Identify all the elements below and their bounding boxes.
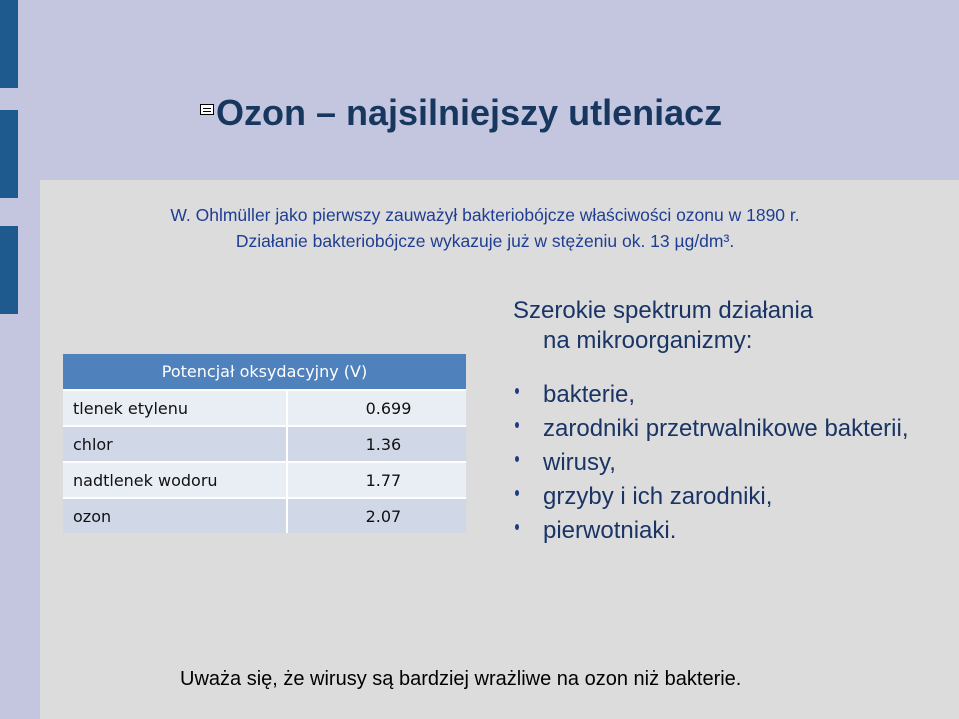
table-header: Potencjał oksydacyjny (V) (63, 354, 466, 390)
list-item-text: zarodniki przetrwalnikowe bakterii, (543, 415, 909, 442)
list-item (513, 380, 953, 410)
table-cell-name: tlenek etylenu (63, 390, 287, 426)
table-cell-value: 1.36 (287, 426, 466, 462)
slide-title-text: Ozon – najsilniejszy utleniacz (216, 92, 723, 133)
table-row (63, 390, 466, 426)
footer-note: Uważa się, że wirusy są bardziej wrażliwe na ozon niż bakterie. (180, 668, 742, 690)
list-item-text: pierwotniaki. (543, 517, 677, 544)
list-item-text: grzyby i ich zarodniki, (543, 483, 773, 510)
list-item-text: wirusy, (543, 449, 616, 476)
spectrum-heading-line-2: na mikroorganizmy: (543, 327, 753, 354)
table-cell-value: 2.07 (287, 498, 466, 533)
microorganism-list (513, 380, 953, 546)
intro-text (60, 202, 910, 254)
spectrum-section (513, 296, 953, 550)
table-cell-name: nadtlenek wodoru (63, 462, 287, 498)
oxidation-potential-table (63, 354, 466, 533)
slide-title (200, 92, 722, 134)
intro-line-2: Działanie bakteriobójcze wykazuje już w stężeniu ok. 13 µg/dm³. (235, 231, 735, 251)
bullet-icon (515, 388, 519, 394)
table-row (63, 462, 466, 498)
table-row (63, 498, 466, 533)
table-cell-name: ozon (63, 498, 287, 533)
table-cell-value: 1.77 (287, 462, 466, 498)
table-cell-value: 0.699 (287, 390, 466, 426)
note-icon (200, 104, 214, 115)
bullet-icon (515, 524, 519, 530)
intro-line-1: W. Ohlmüller jako pierwszy zauważył bakteriobójcze właściwości ozonu w 1890 r. (170, 205, 800, 225)
table-cell-name: chlor (63, 426, 287, 462)
bullet-icon (515, 422, 519, 428)
list-item-text: bakterie, (543, 381, 636, 408)
accent-bar-middle (0, 110, 18, 198)
list-item (513, 482, 953, 512)
bullet-icon (515, 456, 519, 462)
table-row (63, 426, 466, 462)
bullet-icon (515, 490, 519, 496)
accent-bar-bottom (0, 226, 18, 314)
list-item (513, 516, 953, 546)
spectrum-heading-line-1: Szerokie spektrum działania (513, 297, 814, 324)
list-item (513, 414, 953, 444)
accent-bar-top (0, 0, 18, 88)
table-header-row (63, 354, 466, 390)
list-item (513, 448, 953, 478)
